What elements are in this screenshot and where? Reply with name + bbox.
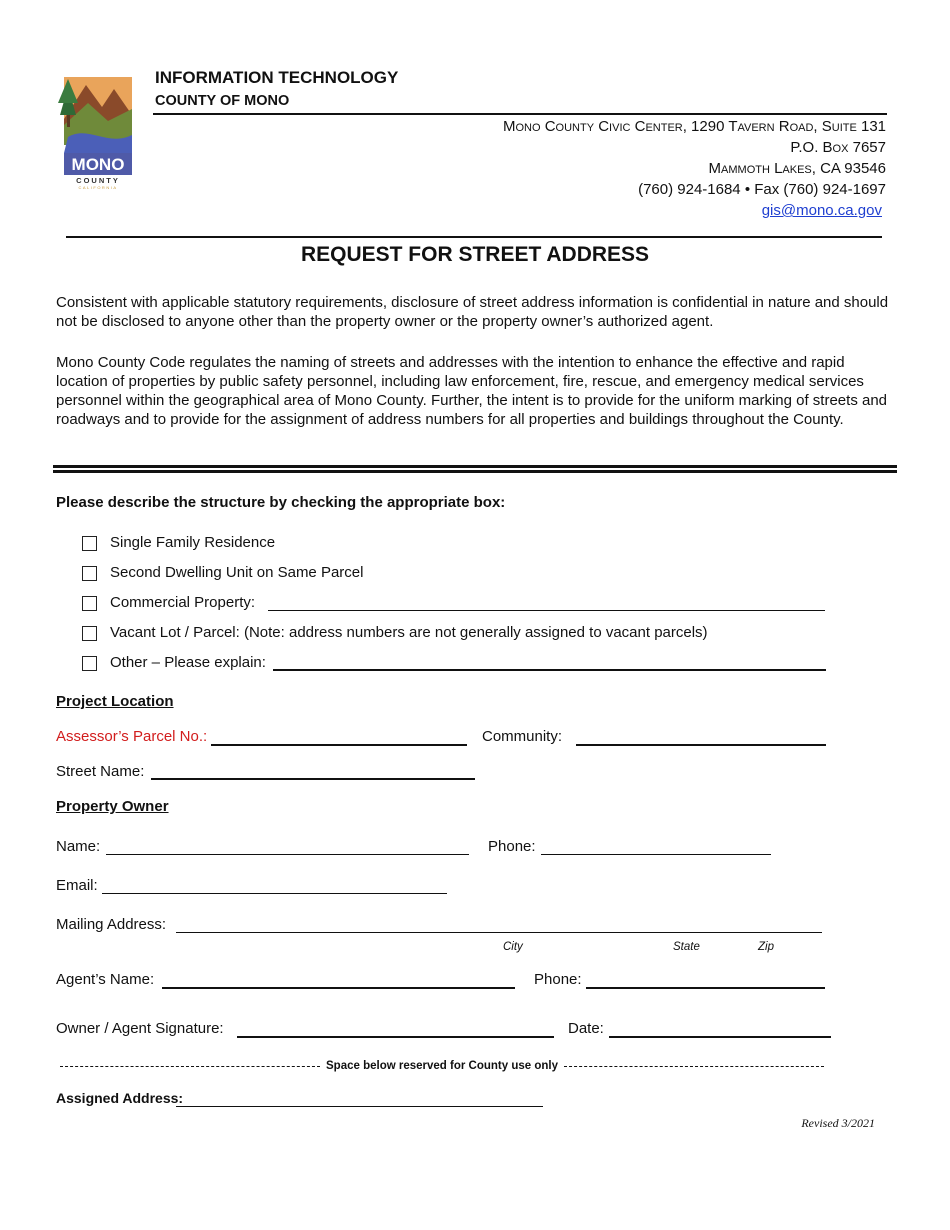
date-label: Date: [568,1020,604,1037]
svg-text:CALIFORNIA: CALIFORNIA [78,185,118,190]
form-title: REQUEST FOR STREET ADDRESS [300,243,650,266]
county-use-divider [60,1060,824,1072]
svg-text:COUNTY: COUNTY [76,176,120,185]
code-paragraph: Mono County Code regulates the naming of streets and addresses with the intention to enhance the effective and rapid location of properties by public safety personnel, including law enforcement, fire, rescue, and emergency medical services personnel within the geographical area of Mono County. Further, the intent is to provide for the uniform marking of streets and roadways and to provide for the assignment of address numbers for all properties and buildings throughout the County. [56,354,888,428]
county-name: COUNTY OF MONO [155,93,290,109]
structure-prompt: Please describe the structure by checking the appropriate box: [56,494,506,511]
city-caption: City [503,941,523,953]
option-label-vacant-lot: Vacant Lot / Parcel: (Note: address numbers are not generally assigned to vacant parcels) [110,624,708,641]
apn-label: Assessor’s Parcel No.: [56,728,208,745]
mailing-address-input-line[interactable] [176,932,822,933]
state-caption: State [673,941,700,953]
revision-note: Revised 3/2021 [801,1116,875,1130]
street-name-label: Street Name: [56,763,145,780]
option-label-single-family: Single Family Residence [110,534,276,551]
mono-county-logo [58,75,134,190]
owner-phone-input-line[interactable] [541,854,771,855]
section-divider-top [53,465,897,468]
header-divider [153,113,887,115]
other-explain-input-line[interactable] [273,669,826,671]
owner-name-label: Name: [56,838,101,855]
address-line-2: P.O. Box 7657 [790,139,886,156]
mailing-address-label: Mailing Address: [56,916,167,933]
street-name-input-line[interactable] [151,778,475,780]
property-owner-heading: Property Owner [56,798,169,815]
project-location-heading: Project Location [56,693,174,710]
agent-phone-input-line[interactable] [586,987,825,989]
email-input-line[interactable] [102,893,447,894]
email-link[interactable]: gis@mono.ca.gov [761,202,882,219]
phone-fax-line: (760) 924-1684 • Fax (760) 924-1697 [638,181,886,198]
community-label: Community: [482,728,563,745]
county-use-text: Space below reserved for County use only [326,1060,558,1072]
confidentiality-paragraph: Consistent with applicable statutory requirements, disclosure of street address information is confidential in nature and should not be disclosed to anyone other than the property owner or the property owner’s authorized agent. [56,294,889,330]
community-input-line[interactable] [576,744,826,746]
checkbox-other[interactable] [82,656,97,671]
checkbox-vacant-lot[interactable] [82,626,97,641]
assigned-address-label: Assigned Address: [56,1090,184,1106]
option-label-commercial: Commercial Property: [110,594,256,611]
department-title: INFORMATION TECHNOLOGY [155,68,399,87]
section-divider-bottom [53,470,897,473]
logo-graphic-icon [58,75,134,190]
email-label: Email: [56,877,98,894]
checkbox-commercial[interactable] [82,596,97,611]
owner-phone-label: Phone: [488,838,536,855]
date-input-line[interactable] [609,1036,831,1038]
zip-caption: Zip [758,941,774,953]
option-label-other: Other – Please explain: [110,654,266,671]
address-line-3: Mammoth Lakes, CA 93546 [708,160,886,177]
logo-mono-text: MONO [71,155,125,174]
agent-name-label: Agent’s Name: [56,971,155,988]
checkbox-second-dwelling[interactable] [82,566,97,581]
agent-phone-label: Phone: [534,971,582,988]
agent-name-input-line[interactable] [162,987,515,989]
owner-name-input-line[interactable] [106,854,469,855]
option-label-second-dwelling: Second Dwelling Unit on Same Parcel [110,564,364,581]
apn-input-line[interactable] [211,744,467,746]
checkbox-single-family[interactable] [82,536,97,551]
assigned-address-input-line[interactable] [176,1106,543,1107]
title-divider [66,236,882,238]
commercial-input-line[interactable] [268,610,825,611]
address-line-1: Mono County Civic Center, 1290 Tavern Road, Suite 131 [503,118,886,135]
signature-label: Owner / Agent Signature: [56,1020,224,1037]
signature-input-line[interactable] [237,1036,554,1038]
